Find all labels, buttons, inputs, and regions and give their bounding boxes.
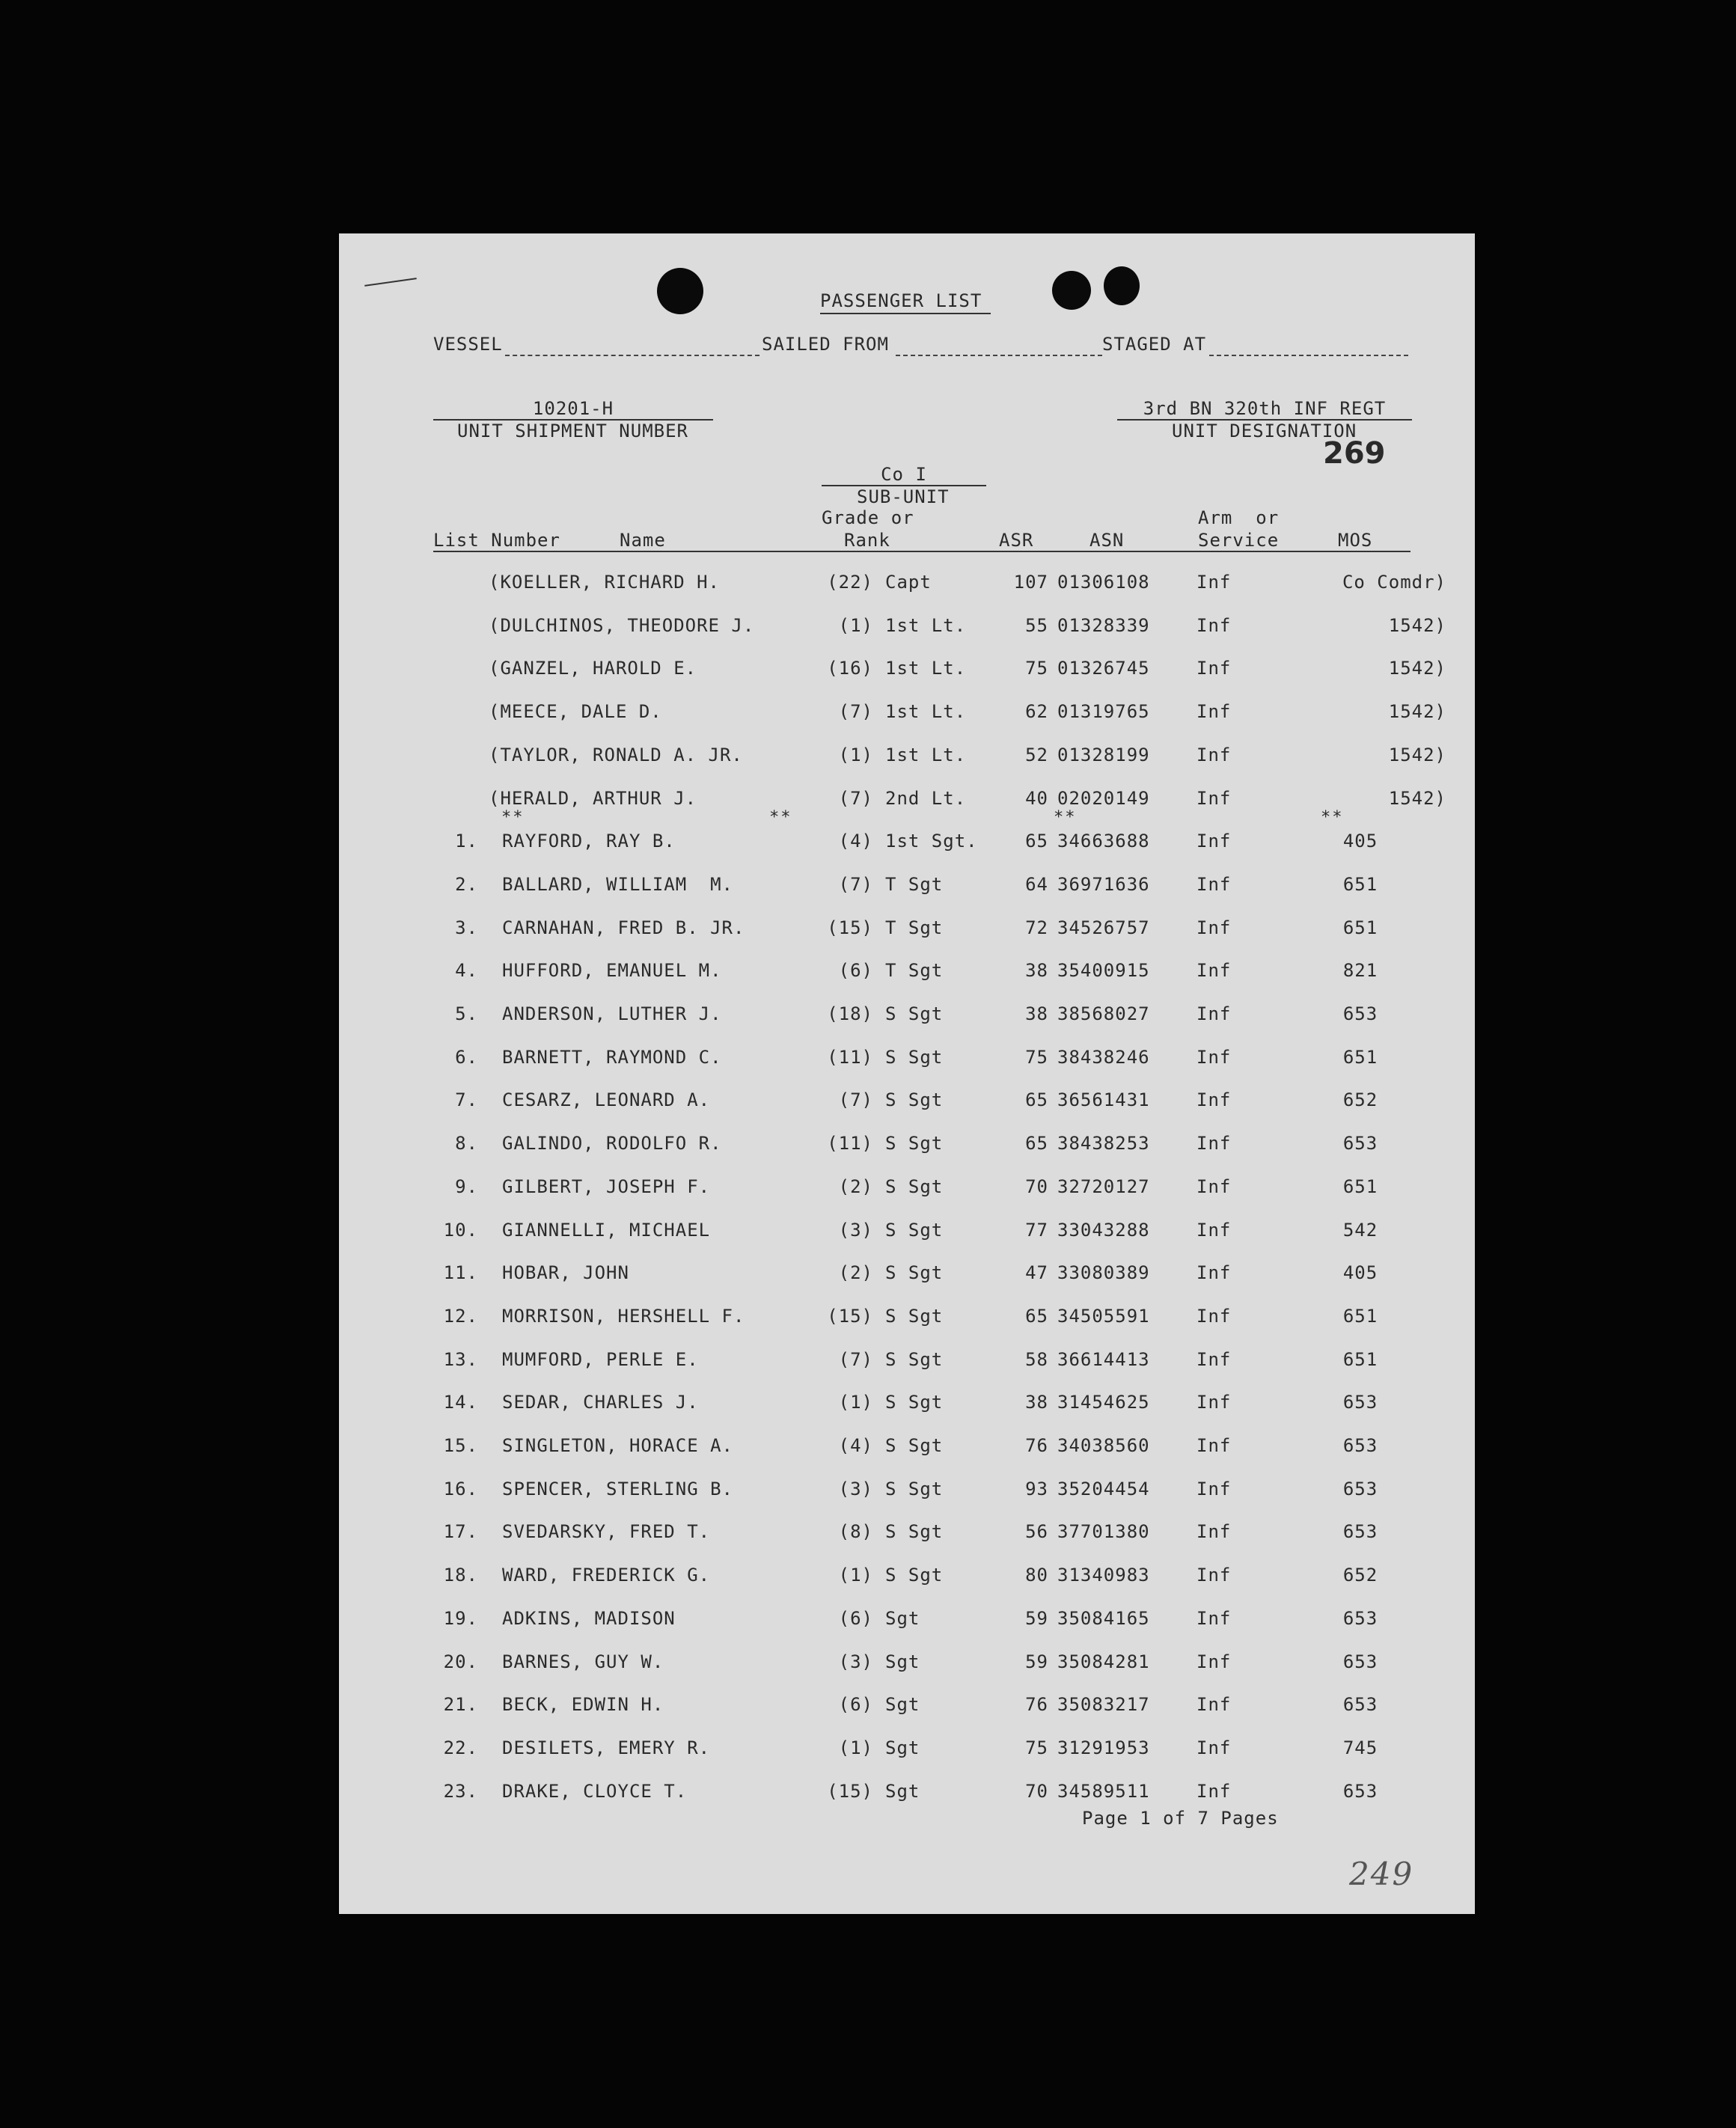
cell-rank: Sgt [885,1651,920,1672]
cell-asn: 31454625 [1057,1392,1150,1413]
cell-num: (6) [838,960,873,982]
cell-num: (7) [838,873,873,895]
cell-asr: 47 [1025,1262,1048,1284]
cell-rank: 1st Lt. [885,614,967,636]
cell-name: BARNES, GUY W. [502,1651,664,1672]
cell-asn: 01326745 [1057,658,1150,679]
cell-mos: 1542) [1388,614,1446,636]
cell-asn: 34663688 [1057,831,1150,852]
cell-no: 17. [443,1521,478,1543]
asterisks-mos: ** [1321,808,1344,827]
cell-name: BALLARD, WILLIAM M. [502,873,733,895]
cell-no: 3. [455,917,478,938]
staged-at-blank [1209,355,1408,356]
document-page [339,233,1475,1914]
cell-arm: Inf [1196,1780,1232,1802]
cell-asn: 35084281 [1057,1651,1150,1672]
cell-arm: Inf [1196,1046,1232,1068]
cell-num: (11) [827,1133,873,1155]
title-underline [820,313,991,314]
cell-asr: 38 [1025,1003,1048,1024]
column-header-mos: MOS [1338,530,1373,551]
pen-mark [364,278,417,287]
staged-at-label: STAGED AT [1102,334,1207,355]
cell-no: 14. [443,1392,478,1413]
cell-asn: 37701380 [1057,1521,1150,1543]
cell-rank: 2nd Lt. [885,787,967,809]
cell-arm: Inf [1196,744,1232,765]
cell-mos: 745 [1342,1737,1378,1758]
cell-name: BARNETT, RAYMOND C. [502,1046,722,1068]
cell-asr: 52 [1025,744,1048,765]
cell-num: (15) [827,1305,873,1327]
cell-num: (1) [838,614,873,636]
cell-num: (6) [838,1694,873,1716]
cell-asr: 38 [1025,1392,1048,1413]
cell-no: 10. [443,1219,478,1241]
cell-num: (18) [827,1003,873,1024]
cell-asr: 76 [1025,1694,1048,1716]
cell-asn: 34505591 [1057,1305,1150,1327]
cell-num: (6) [838,1607,873,1629]
cell-num: (4) [838,831,873,852]
cell-asr: 38 [1025,960,1048,982]
cell-mos: 653 [1342,1694,1378,1716]
cell-asr: 93 [1025,1478,1048,1499]
cell-asn: 01306108 [1057,572,1150,593]
cell-asn: 02020149 [1057,787,1150,809]
cell-name: WARD, FREDERICK G. [502,1565,711,1586]
cell-rank: Capt [885,572,932,593]
cell-rank: S Sgt [885,1565,944,1586]
cell-no: 5. [455,1003,478,1024]
cell-asr: 62 [1025,701,1048,723]
cell-name: ADKINS, MADISON [502,1607,676,1629]
cell-arm: Inf [1196,1478,1232,1499]
cell-name: SEDAR, CHARLES J. [502,1392,699,1413]
cell-no: 11. [443,1262,478,1284]
cell-mos: 1542) [1388,744,1446,765]
cell-asn: 38438253 [1057,1133,1150,1155]
column-header-list-number: List Number [433,530,560,551]
cell-asn: 33043288 [1057,1219,1150,1241]
cell-num: (15) [827,1780,873,1802]
cell-arm: Inf [1196,658,1232,679]
cell-name: (KOELLER, RICHARD H. [489,572,720,593]
cell-asn: 38568027 [1057,1003,1150,1024]
sub-unit-label: SUB-UNIT [857,486,950,507]
cell-mos: 1542) [1388,658,1446,679]
cell-rank: T Sgt [885,917,944,938]
cell-asn: 34038560 [1057,1435,1150,1456]
cell-rank: T Sgt [885,873,944,895]
cell-no: 7. [455,1089,478,1111]
cell-name: DESILETS, EMERY R. [502,1737,711,1758]
cell-mos: 651 [1342,1348,1378,1370]
cell-no: 8. [455,1133,478,1155]
cell-no: 22. [443,1737,478,1758]
cell-rank: S Sgt [885,1133,944,1155]
cell-num: (15) [827,917,873,938]
cell-asr: 64 [1025,873,1048,895]
cell-num: (8) [838,1521,873,1543]
cell-mos: 1542) [1388,787,1446,809]
cell-name: GILBERT, JOSEPH F. [502,1175,711,1197]
cell-num: (7) [838,701,873,723]
cell-num: (1) [838,1392,873,1413]
cell-no: 2. [455,873,478,895]
cell-arm: Inf [1196,831,1232,852]
cell-rank: S Sgt [885,1262,944,1284]
cell-num: (7) [838,787,873,809]
cell-name: (GANZEL, HAROLD E. [489,658,697,679]
cell-mos: 653 [1342,1003,1378,1024]
asterisks-name: ** [501,808,525,827]
column-header-asn: ASN [1089,530,1125,551]
cell-mos: 542 [1342,1219,1378,1241]
cell-name: ANDERSON, LUTHER J. [502,1003,722,1024]
cell-rank: S Sgt [885,1435,944,1456]
asterisks-grade: ** [769,808,792,827]
cell-no: 16. [443,1478,478,1499]
cell-rank: S Sgt [885,1175,944,1197]
cell-name: (MEECE, DALE D. [489,701,662,723]
cell-name: CESARZ, LEONARD A. [502,1089,711,1111]
cell-num: (2) [838,1175,873,1197]
cell-rank: S Sgt [885,1219,944,1241]
cell-name: RAYFORD, RAY B. [502,831,676,852]
stamp-number: 269 [1323,436,1386,471]
cell-mos: 653 [1342,1521,1378,1543]
cell-no: 20. [443,1651,478,1672]
cell-asr: 55 [1025,614,1048,636]
cell-no: 23. [443,1780,478,1802]
cell-asn: 01319765 [1057,701,1150,723]
cell-asn: 36561431 [1057,1089,1150,1111]
cell-no: 1. [455,831,478,852]
cell-name: SPENCER, STERLING B. [502,1478,733,1499]
cell-mos: 405 [1342,1262,1378,1284]
unit-designation: 3rd BN 320th INF REGT [1143,398,1387,419]
cell-asn: 31340983 [1057,1565,1150,1586]
cell-name: CARNAHAN, FRED B. JR. [502,917,745,938]
asterisks-asn: ** [1054,808,1077,827]
column-header-asr: ASR [999,530,1034,551]
cell-asn: 34526757 [1057,917,1150,938]
cell-name: (DULCHINOS, THEODORE J. [489,614,755,636]
cell-no: 18. [443,1565,478,1586]
unit-designation-label: UNIT DESIGNATION [1172,421,1357,441]
cell-rank: S Sgt [885,1521,944,1543]
cell-no: 15. [443,1435,478,1456]
cell-arm: Inf [1196,1694,1232,1716]
cell-rank: S Sgt [885,1478,944,1499]
cell-mos: 651 [1342,1305,1378,1327]
cell-mos: 653 [1342,1780,1378,1802]
column-header-arm: Arm or [1198,507,1280,528]
cell-asr: 40 [1025,787,1048,809]
cell-asn: 33080389 [1057,1262,1150,1284]
cell-num: (7) [838,1089,873,1111]
cell-num: (2) [838,1262,873,1284]
column-header-grade: Grade or [822,507,914,528]
column-header-rank: Rank [844,530,890,551]
cell-no: 9. [455,1175,478,1197]
cell-mos: 653 [1342,1478,1378,1499]
cell-arm: Inf [1196,1133,1232,1155]
cell-mos: 651 [1342,1175,1378,1197]
cell-rank: 1st Sgt. [885,831,978,852]
cell-asr: 70 [1025,1780,1048,1802]
cell-asr: 107 [1013,572,1048,593]
cell-arm: Inf [1196,1392,1232,1413]
cell-rank: S Sgt [885,1089,944,1111]
cell-num: (11) [827,1046,873,1068]
cell-asr: 65 [1025,1305,1048,1327]
cell-asr: 58 [1025,1348,1048,1370]
cell-name: (TAYLOR, RONALD A. JR. [489,744,743,765]
cell-asr: 80 [1025,1565,1048,1586]
cell-mos: 653 [1342,1133,1378,1155]
cell-num: (1) [838,1737,873,1758]
cell-arm: Inf [1196,1565,1232,1586]
cell-asr: 75 [1025,1737,1048,1758]
cell-asn: 32720127 [1057,1175,1150,1197]
cell-rank: S Sgt [885,1305,944,1327]
cell-asr: 77 [1025,1219,1048,1241]
punch-hole-right-a [1052,271,1091,310]
cell-name: GIANNELLI, MICHAEL [502,1219,711,1241]
cell-mos: 1542) [1388,701,1446,723]
cell-mos: 653 [1342,1392,1378,1413]
cell-rank: S Sgt [885,1046,944,1068]
cell-num: (16) [827,658,873,679]
cell-arm: Inf [1196,873,1232,895]
cell-arm: Inf [1196,1348,1232,1370]
cell-arm: Inf [1196,701,1232,723]
cell-arm: Inf [1196,1737,1232,1758]
punch-hole-right-b [1104,266,1140,305]
cell-arm: Inf [1196,1175,1232,1197]
column-header-service: Service [1198,530,1280,551]
cell-arm: Inf [1196,787,1232,809]
cell-no: 12. [443,1305,478,1327]
cell-arm: Inf [1196,1607,1232,1629]
cell-name: BECK, EDWIN H. [502,1694,664,1716]
cell-asr: 72 [1025,917,1048,938]
cell-name: DRAKE, CLOYCE T. [502,1780,688,1802]
cell-asr: 65 [1025,1089,1048,1111]
cell-asr: 59 [1025,1607,1048,1629]
sailed-from-label: SAILED FROM [762,334,889,355]
cell-mos: 651 [1342,873,1378,895]
cell-asn: 35400915 [1057,960,1150,982]
cell-name: HUFFORD, EMANUEL M. [502,960,722,982]
cell-num: (22) [827,572,873,593]
cell-mos: Co Comdr) [1342,572,1446,593]
punch-hole-left [657,268,703,314]
cell-asn: 36971636 [1057,873,1150,895]
cell-rank: S Sgt [885,1348,944,1370]
cell-asn: 36614413 [1057,1348,1150,1370]
handwritten-number: 249 [1349,1856,1414,1892]
cell-mos: 405 [1342,831,1378,852]
cell-rank: 1st Lt. [885,744,967,765]
cell-asr: 65 [1025,831,1048,852]
cell-arm: Inf [1196,1003,1232,1024]
cell-asn: 31291953 [1057,1737,1150,1758]
cell-asr: 76 [1025,1435,1048,1456]
column-header-name: Name [620,530,666,551]
cell-no: 6. [455,1046,478,1068]
cell-arm: Inf [1196,1262,1232,1284]
vessel-label: VESSEL [433,334,503,355]
cell-name: HOBAR, JOHN [502,1262,629,1284]
cell-num: (1) [838,1565,873,1586]
cell-mos: 651 [1342,1046,1378,1068]
cell-arm: Inf [1196,572,1232,593]
cell-arm: Inf [1196,1651,1232,1672]
cell-num: (3) [838,1478,873,1499]
cell-asr: 70 [1025,1175,1048,1197]
unit-shipment-number-label: UNIT SHIPMENT NUMBER [457,421,688,441]
cell-rank: S Sgt [885,1003,944,1024]
cell-name: SVEDARSKY, FRED T. [502,1521,711,1543]
cell-mos: 653 [1342,1607,1378,1629]
cell-rank: S Sgt [885,1392,944,1413]
cell-asn: 35083217 [1057,1694,1150,1716]
cell-asn: 35084165 [1057,1607,1150,1629]
cell-asn: 01328339 [1057,614,1150,636]
cell-num: (7) [838,1348,873,1370]
cell-rank: 1st Lt. [885,658,967,679]
cell-name: SINGLETON, HORACE A. [502,1435,733,1456]
cell-arm: Inf [1196,614,1232,636]
cell-num: (3) [838,1651,873,1672]
cell-rank: T Sgt [885,960,944,982]
cell-asr: 75 [1025,658,1048,679]
cell-mos: 653 [1342,1651,1378,1672]
cell-arm: Inf [1196,1435,1232,1456]
cell-asn: 01328199 [1057,744,1150,765]
cell-asr: 59 [1025,1651,1048,1672]
cell-arm: Inf [1196,1219,1232,1241]
unit-shipment-number: 10201-H [532,398,614,419]
cell-name: MORRISON, HERSHELL F. [502,1305,745,1327]
cell-asn: 38438246 [1057,1046,1150,1068]
cell-arm: Inf [1196,1305,1232,1327]
cell-mos: 652 [1342,1565,1378,1586]
cell-rank: Sgt [885,1607,920,1629]
cell-arm: Inf [1196,1521,1232,1543]
cell-mos: 652 [1342,1089,1378,1111]
cell-arm: Inf [1196,917,1232,938]
cell-asn: 35204454 [1057,1478,1150,1499]
page-number: Page 1 of 7 Pages [1082,1808,1279,1829]
cell-rank: Sgt [885,1694,920,1716]
cell-num: (1) [838,744,873,765]
cell-no: 13. [443,1348,478,1370]
cell-asn: 34589511 [1057,1780,1150,1802]
cell-no: 21. [443,1694,478,1716]
document-title: PASSENGER LIST [820,290,982,311]
cell-rank: Sgt [885,1737,920,1758]
cell-arm: Inf [1196,1089,1232,1111]
vessel-blank [505,355,760,356]
cell-no: 4. [455,960,478,982]
cell-name: MUMFORD, PERLE E. [502,1348,699,1370]
cell-asr: 75 [1025,1046,1048,1068]
cell-asr: 56 [1025,1521,1048,1543]
sub-unit: Co I [881,464,927,485]
cell-mos: 651 [1342,917,1378,938]
cell-name: (HERALD, ARTHUR J. [489,787,697,809]
cell-mos: 653 [1342,1435,1378,1456]
cell-rank: 1st Lt. [885,701,967,723]
cell-asr: 65 [1025,1133,1048,1155]
sailed-from-blank [896,355,1102,356]
cell-num: (3) [838,1219,873,1241]
cell-num: (4) [838,1435,873,1456]
cell-mos: 821 [1342,960,1378,982]
column-header-rule [433,551,1410,552]
cell-rank: Sgt [885,1780,920,1802]
cell-arm: Inf [1196,960,1232,982]
cell-no: 19. [443,1607,478,1629]
cell-name: GALINDO, RODOLFO R. [502,1133,722,1155]
